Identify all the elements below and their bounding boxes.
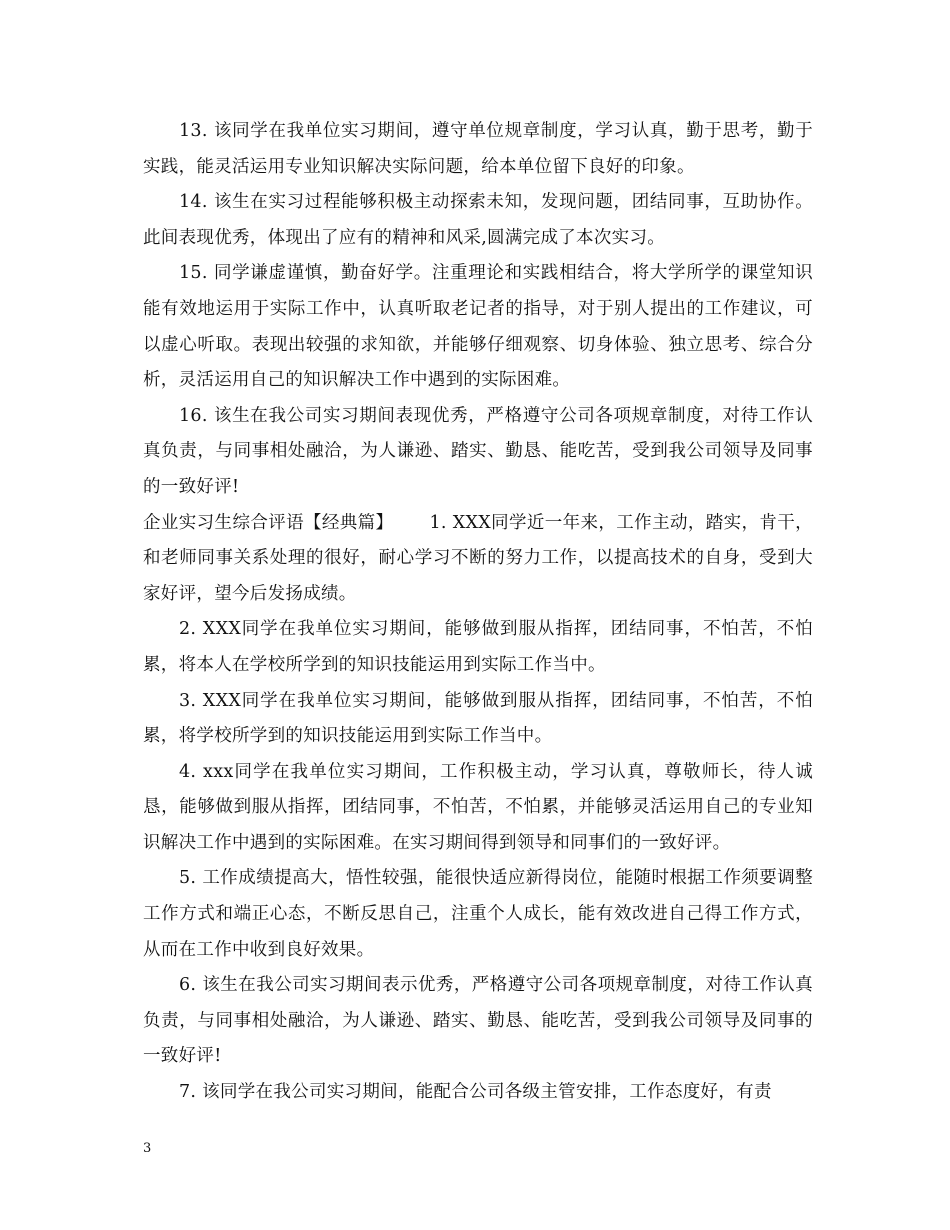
section-paragraph bbox=[143, 506, 813, 613]
paragraph-14: 14. 该生在实习过程能够积极主动探索未知，发现问题，团结同事，互助协作。此间表现优秀，体现出了应有的精神和风采,圆满完成了本次实习。 bbox=[143, 192, 813, 248]
page-number: 3 bbox=[143, 1141, 152, 1156]
paragraph-4: 4. xxx同学在我单位实习期间，工作积极主动，学习认真，尊敬师长，待人诚恳，能够做到服从指挥，团结同事，不怕苦，不怕累，并能够灵活运用自己的专业知识解决工作中遇到的实际困难。在实习期间得到领导和同事们的一致好评。 bbox=[143, 761, 813, 853]
section-heading: 企业实习生综合评语【经典篇】 bbox=[143, 512, 394, 533]
paragraph-16: 16. 该生在我公司实习期间表现优秀，严格遵守公司各项规章制度，对待工作认真负责，与同事相处融洽，为人谦逊、踏实、勤恳、能吃苦，受到我公司领导及同事的一致好评! bbox=[143, 405, 813, 497]
paragraph-2: 2. XXX同学在我单位实习期间，能够做到服从指挥，团结同事，不怕苦，不怕累，将本人在学校所学到的知识技能运用到实际工作当中。 bbox=[143, 619, 813, 675]
paragraph-15: 15. 同学谦虚谨慎，勤奋好学。注重理论和实践相结合，将大学所学的课堂知识能有效地运用于实际工作中，认真听取老记者的指导，对于别人提出的工作建议，可以虚心听取。表现出较强的求知欲，并能够仔细观察、切身体验、独立思考、综合分析，灵活运用自己的知识解决工作中遇到的实际困难。 bbox=[143, 263, 813, 391]
paragraph-7: 7. 该同学在我公司实习期间，能配合公司各级主管安排，工作态度好，有责 bbox=[179, 1082, 772, 1103]
paragraph-6: 6. 该生在我公司实习期间表示优秀，严格遵守公司各项规章制度，对待工作认真负责，与同事相处融洽，为人谦逊、踏实、勤恳、能吃苦，受到我公司领导及同事的一致好评! bbox=[143, 975, 813, 1067]
paragraph-1: 1. XXX同学近一年来，工作主动，踏实，肯干，和老师同事关系处理的很好，耐心学习不断的努力工作，以提高技术的自身，受到大家好评，望今后发扬成绩。 bbox=[143, 512, 813, 604]
paragraph-13: 13. 该同学在我单位实习期间，遵守单位规章制度，学习认真，勤于思考，勤于实践，能灵活运用专业知识解决实际问题，给本单位留下良好的印象。 bbox=[143, 121, 813, 177]
paragraph-3: 3. XXX同学在我单位实习期间，能够做到服从指挥，团结同事，不怕苦，不怕累，将学校所学到的知识技能运用到实际工作当中。 bbox=[143, 690, 813, 747]
paragraph-5: 5. 工作成绩提高大，悟性较强，能很快适应新得岗位，能随时根据工作须要调整工作方式和端正心态，不断反思自己，注重个人成长，能有效改进自己得工作方式，从而在工作中收到良好效果。 bbox=[143, 868, 813, 960]
document-body bbox=[143, 114, 813, 1111]
